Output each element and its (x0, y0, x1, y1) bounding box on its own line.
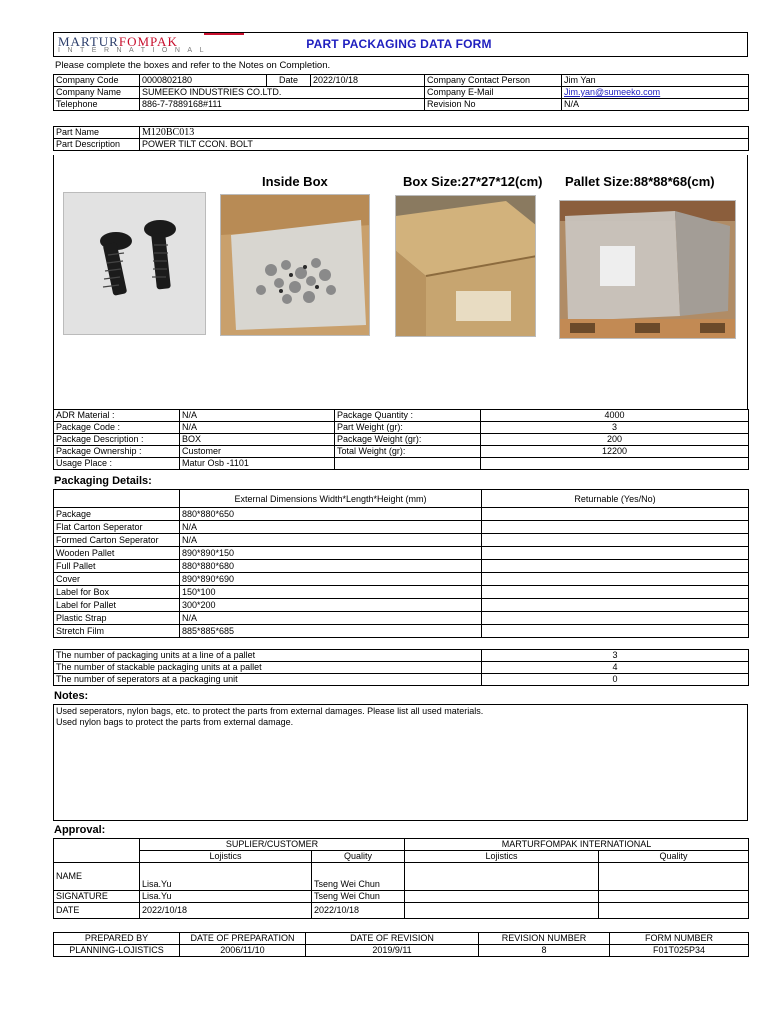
packaging-row (54, 534, 749, 547)
total-weight-label: Total Weight (gr): (335, 446, 481, 458)
company-code: 0000802180 (140, 75, 267, 87)
packaging-title: Packaging Details: (54, 475, 152, 487)
units-line-label: The number of packaging units at a line of a pallet (54, 650, 482, 662)
packaging-returnable (482, 521, 749, 534)
email-label: Company E-Mail (425, 87, 562, 99)
empty-cell (405, 903, 599, 919)
box-size-label: Box Size:27*27*12(cm) (403, 174, 543, 189)
packaging-item: Plastic Strap (54, 612, 180, 625)
packaging-rows (54, 508, 749, 638)
company-logo (56, 33, 246, 56)
martur-header: MARTURFOMPAK INTERNATIONAL (405, 839, 749, 851)
inside-box-photo (220, 194, 370, 336)
name-logistics: Lisa.Yu (140, 863, 312, 891)
date-prep-value: 2006/11/10 (180, 945, 306, 957)
usage-value: Matur Osb -1101 (180, 458, 335, 470)
units-stack-label: The number of stackable packaging units at a pallet (54, 662, 482, 674)
packaging-row (54, 560, 749, 573)
pkg-code-label: Package Code : (54, 422, 180, 434)
empty-cell (599, 863, 749, 891)
packaging-item: Stretch Film (54, 625, 180, 638)
packaging-dims: 300*200 (180, 599, 482, 612)
revision-value: N/A (562, 99, 749, 111)
qty-value: 4000 (481, 410, 749, 422)
telephone-label: Telephone (54, 99, 140, 111)
returnable-header: Returnable (Yes/No) (482, 490, 749, 508)
packaging-dims: 890*890*150 (180, 547, 482, 560)
form-title: PART PACKAGING DATA FORM (306, 37, 492, 51)
date-rev-value: 2019/9/11 (306, 945, 479, 957)
empty-cell (405, 891, 599, 903)
pkg-weight-label: Package Weight (gr): (335, 434, 481, 446)
empty-cell (54, 839, 140, 863)
packaging-row (54, 612, 749, 625)
packaging-row (54, 547, 749, 560)
part-name-label: Part Name (54, 127, 140, 139)
supplier-quality-header: Quality (312, 851, 405, 863)
packaging-dims: 150*100 (180, 586, 482, 599)
empty-cell (335, 458, 481, 470)
email-link[interactable]: Jim.yan@sumeeko.com (564, 87, 661, 97)
form-num-header: FORM NUMBER (610, 933, 749, 945)
total-weight-value: 12200 (481, 446, 749, 458)
date-logistics: 2022/10/18 (140, 903, 312, 919)
date-value: 2022/10/18 (311, 75, 425, 87)
notes-title: Notes: (54, 690, 89, 702)
date-row-label: DATE (54, 903, 140, 919)
pallet-photo (559, 200, 736, 339)
approval-title: Approval: (54, 824, 106, 836)
pallet-size-label: Pallet Size:88*88*68(cm) (565, 174, 715, 189)
usage-label: Usage Place : (54, 458, 180, 470)
logo-text-a: MARTUR (58, 34, 119, 49)
date-quality: 2022/10/18 (312, 903, 405, 919)
packaging-row (54, 625, 749, 638)
packaging-item: Full Pallet (54, 560, 180, 573)
packaging-returnable (482, 586, 749, 599)
notes-line: Used seperators, nylon bags, etc. to protect the parts from external damages. Please list all used materials. (56, 706, 484, 716)
packaging-item: Label for Pallet (54, 599, 180, 612)
company-name: SUMEEKO INDUSTRIES CO.LTD. (140, 87, 425, 99)
signature-logistics: Lisa.Yu (140, 891, 312, 903)
footer-table (53, 932, 749, 957)
empty-cell (405, 863, 599, 891)
date-prep-header: DATE OF PREPARATION (180, 933, 306, 945)
dims-header: External Dimensions Width*Length*Height (mm) (180, 490, 482, 508)
adr-value: N/A (180, 410, 335, 422)
packaging-row (54, 573, 749, 586)
company-name-label: Company Name (54, 87, 140, 99)
instructions: Please complete the boxes and refer to the Notes on Completion. (55, 60, 331, 71)
pkg-desc-value: BOX (180, 434, 335, 446)
logo-subtext: INTERNATIONAL (58, 47, 211, 54)
part-weight-value: 3 (481, 422, 749, 434)
packaging-item: Formed Carton Seperator (54, 534, 180, 547)
signature-quality: Tseng Wei Chun (312, 891, 405, 903)
empty-cell (599, 891, 749, 903)
rev-num-header: REVISION NUMBER (479, 933, 610, 945)
form-header (53, 32, 748, 57)
martur-logistics-header: Lojistics (405, 851, 599, 863)
part-desc: POWER TILT CCON. BOLT (140, 139, 749, 151)
units-sep-label: The number of seperators at a packaging unit (54, 674, 482, 686)
ownership-value: Customer (180, 446, 335, 458)
packaging-dims: 890*890*690 (180, 573, 482, 586)
pkg-desc-label: Package Description : (54, 434, 180, 446)
bolt-photo (63, 192, 206, 335)
box-photo (395, 195, 536, 337)
packaging-row (54, 508, 749, 521)
company-code-label: Company Code (54, 75, 140, 87)
logo-accent-bar (204, 33, 244, 35)
units-stack-value: 4 (482, 662, 749, 674)
packaging-row (54, 599, 749, 612)
telephone-value: 886-7-7889168#111 (140, 99, 425, 111)
image-area (53, 155, 748, 410)
logo-text-b: FOMPAK (118, 34, 178, 49)
packaging-item: Label for Box (54, 586, 180, 599)
units-sep-value: 0 (482, 674, 749, 686)
units-line-value: 3 (482, 650, 749, 662)
company-info-table (53, 74, 749, 111)
date-label: Date (267, 75, 311, 87)
packaging-item: Wooden Pallet (54, 547, 180, 560)
qty-label: Package Quantity : (335, 410, 481, 422)
packaging-item: Cover (54, 573, 180, 586)
packaging-returnable (482, 560, 749, 573)
packaging-dims: 880*880*650 (180, 508, 482, 521)
prepared-value: PLANNING-LOJISTICS (54, 945, 180, 957)
martur-quality-header: Quality (599, 851, 749, 863)
packaging-returnable (482, 547, 749, 560)
packaging-returnable (482, 599, 749, 612)
name-quality: Tseng Wei Chun (312, 863, 405, 891)
packaging-row (54, 521, 749, 534)
pkg-weight-value: 200 (481, 434, 749, 446)
packaging-dims: N/A (180, 534, 482, 547)
package-info-table (53, 409, 749, 470)
part-name: M120BC013 (140, 127, 749, 139)
packaging-item: Package (54, 508, 180, 521)
packaging-returnable (482, 534, 749, 547)
packaging-returnable (482, 625, 749, 638)
packaging-item: Flat Carton Seperator (54, 521, 180, 534)
units-table (53, 649, 749, 686)
adr-label: ADR Material : (54, 410, 180, 422)
packaging-returnable (482, 508, 749, 521)
packaging-dims: N/A (180, 612, 482, 625)
name-row-label: NAME (54, 863, 140, 891)
part-info-table (53, 126, 749, 151)
part-desc-label: Part Description (54, 139, 140, 151)
contact-label: Company Contact Person (425, 75, 562, 87)
pkg-code-value: N/A (180, 422, 335, 434)
empty-cell (599, 903, 749, 919)
packaging-details-table (53, 489, 749, 638)
packaging-dims: 880*880*680 (180, 560, 482, 573)
inside-box-label: Inside Box (262, 174, 328, 189)
packaging-returnable (482, 573, 749, 586)
empty-cell (54, 490, 180, 508)
packaging-row (54, 586, 749, 599)
notes-box (53, 704, 748, 821)
packaging-dims: N/A (180, 521, 482, 534)
ownership-label: Package Ownership : (54, 446, 180, 458)
revision-label: Revision No (425, 99, 562, 111)
approval-table (53, 838, 749, 919)
supplier-logistics-header: Lojistics (140, 851, 312, 863)
packaging-dims: 885*885*685 (180, 625, 482, 638)
prepared-header: PREPARED BY (54, 933, 180, 945)
packaging-returnable (482, 612, 749, 625)
empty-cell (481, 458, 749, 470)
date-rev-header: DATE OF REVISION (306, 933, 479, 945)
signature-row-label: SIGNATURE (54, 891, 140, 903)
form-num-value: F01T025P34 (610, 945, 749, 957)
contact-value: Jim Yan (562, 75, 749, 87)
part-weight-label: Part Weight (gr): (335, 422, 481, 434)
notes-line: Used nylon bags to protect the parts from external damage. (56, 717, 294, 727)
supplier-header: SUPLIER/CUSTOMER (140, 839, 405, 851)
rev-num-value: 8 (479, 945, 610, 957)
